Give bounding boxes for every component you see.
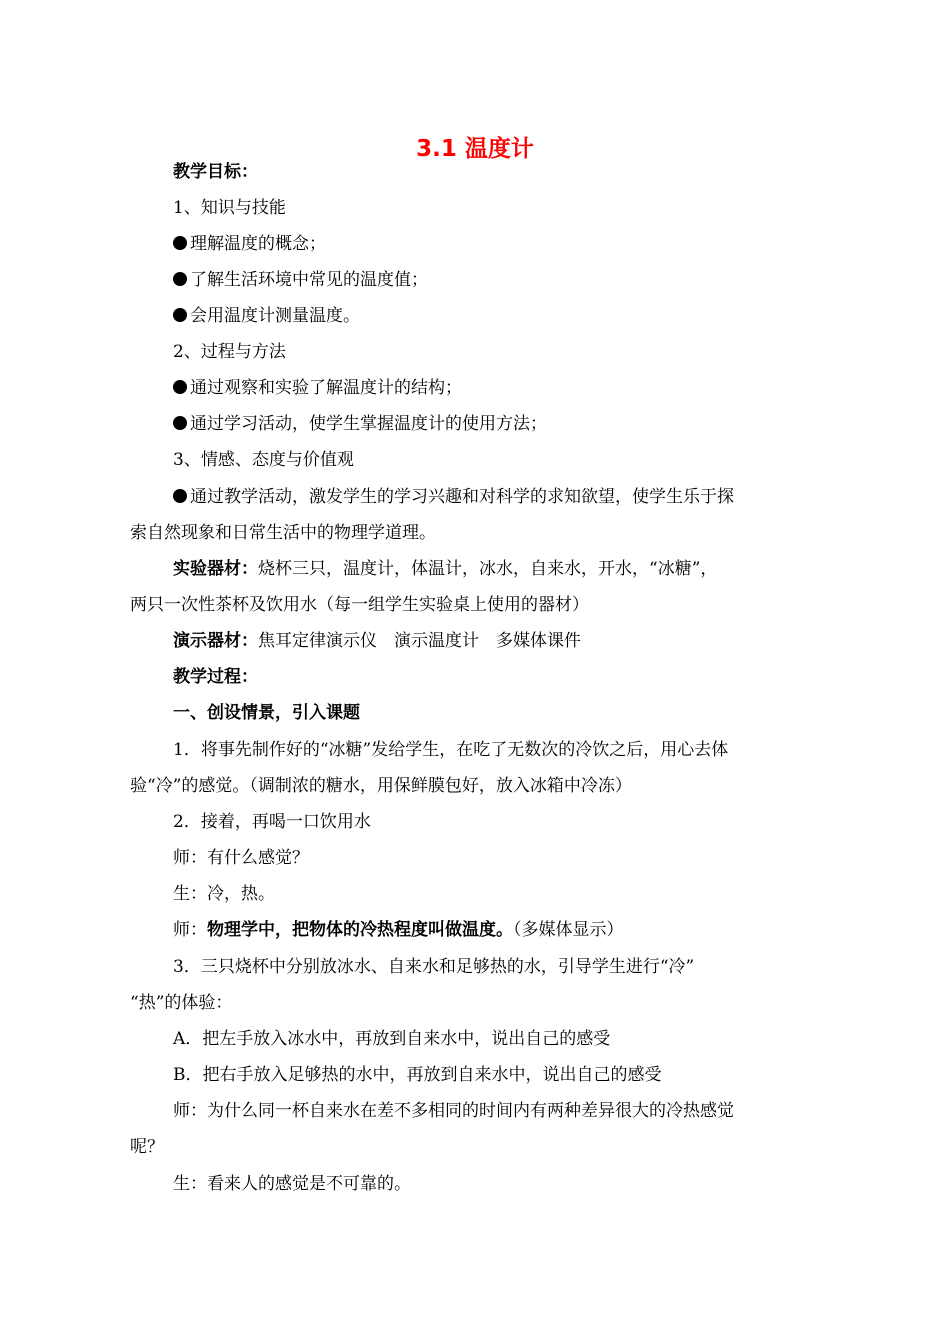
materials-text: 烧杯三只，温度计，体温计，冰水，自来水，开水，“冰糖”， bbox=[258, 559, 718, 579]
speaker-label: 师： bbox=[173, 920, 207, 940]
bullet-icon bbox=[173, 489, 187, 503]
materials-label: 实验器材： bbox=[173, 559, 258, 579]
list-item bbox=[173, 485, 734, 509]
list-item-text: 会用温度计测量温度。 bbox=[190, 306, 360, 326]
bullet-icon bbox=[173, 380, 187, 394]
page-title: 3.1 温度计 bbox=[416, 136, 534, 162]
list-item-text: 通过教学活动，激发学生的学习兴趣和对科学的求知欲望，使学生乐于探 bbox=[190, 487, 734, 507]
section-heading-goals: 教学目标： bbox=[173, 162, 258, 182]
note-text: （多媒体显示） bbox=[513, 920, 624, 940]
demo-text: 焦耳定律演示仪 演示温度计 多媒体课件 bbox=[258, 631, 581, 651]
paragraph-continuation: “热”的体验： bbox=[130, 993, 233, 1013]
demo-paragraph bbox=[173, 629, 581, 653]
bullet-icon bbox=[173, 272, 187, 286]
demo-label: 演示器材： bbox=[173, 631, 258, 651]
bullet-icon bbox=[173, 416, 187, 430]
paragraph-continuation: 索自然现象和日常生活中的物理学道理。 bbox=[130, 523, 436, 543]
list-item-text: 通过学习活动，使学生掌握温度计的使用方法； bbox=[190, 414, 547, 434]
paragraph: 2．接着，再喝一口饮用水 bbox=[173, 812, 371, 832]
list-item bbox=[173, 412, 547, 436]
dialogue-line bbox=[173, 918, 624, 942]
paragraph-continuation: 验“冷”的感觉。（调制浓的糖水，用保鲜膜包好，放入冰箱中冷冻） bbox=[130, 776, 632, 796]
list-item bbox=[173, 376, 462, 400]
part-heading: 一、创设情景，引入课题 bbox=[173, 703, 360, 723]
dialogue-line: 师：有什么感觉？ bbox=[173, 848, 309, 868]
dialogue-line: 生：冷，热。 bbox=[173, 884, 275, 904]
list-item-text: 理解温度的概念； bbox=[190, 234, 326, 254]
definition-text: 物理学中，把物体的冷热程度叫做温度。 bbox=[207, 920, 513, 940]
paragraph: 3．三只烧杯中分别放冰水、自来水和足够热的水，引导学生进行“冷” bbox=[173, 957, 695, 977]
paragraph-continuation: 呢？ bbox=[130, 1137, 164, 1157]
list-item bbox=[173, 304, 360, 328]
paragraph: A．把左手放入冰水中，再放到自来水中，说出自己的感受 bbox=[173, 1029, 611, 1049]
list-item-text: 通过观察和实验了解温度计的结构； bbox=[190, 378, 462, 398]
dialogue-line: 师：为什么同一杯自来水在差不多相同的时间内有两种差异很大的冷热感觉 bbox=[173, 1101, 734, 1121]
goal-heading: 1、知识与技能 bbox=[173, 198, 286, 218]
goal-heading: 2、过程与方法 bbox=[173, 342, 286, 362]
bullet-icon bbox=[173, 236, 187, 250]
paragraph: B．把右手放入足够热的水中，再放到自来水中，说出自己的感受 bbox=[173, 1065, 662, 1085]
paragraph-continuation: 两只一次性茶杯及饮用水（每一组学生实验桌上使用的器材） bbox=[130, 595, 589, 615]
goal-heading: 3、情感、态度与价值观 bbox=[173, 450, 354, 470]
section-heading-process: 教学过程： bbox=[173, 667, 258, 687]
bullet-icon bbox=[173, 308, 187, 322]
dialogue-line: 生：看来人的感觉是不可靠的。 bbox=[173, 1174, 411, 1194]
paragraph: 1．将事先制作好的“冰糖”发给学生，在吃了无数次的冷饮之后，用心去体 bbox=[173, 740, 729, 760]
list-item-text: 了解生活环境中常见的温度值； bbox=[190, 270, 428, 290]
list-item bbox=[173, 268, 428, 292]
materials-paragraph bbox=[173, 557, 717, 581]
list-item bbox=[173, 232, 326, 256]
